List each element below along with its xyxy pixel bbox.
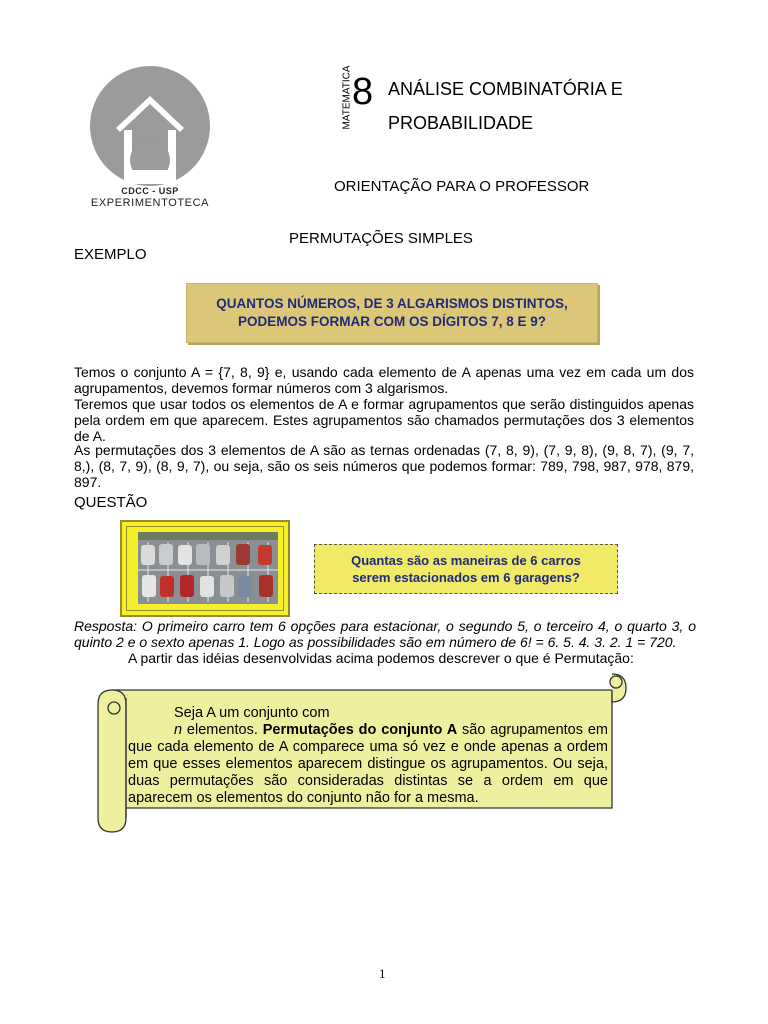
question-line1: Quantas são as maneiras de 6 carros [351,553,581,568]
question-line2: serem estacionados em 6 garagens? [352,570,580,585]
intro-definition-sentence: A partir das idéias desenvolvidas acima podemos descrever o que é Permutação: [128,650,634,666]
subject-vertical-label: MATEMATICA [341,65,353,130]
parking-lot-photo [138,532,278,604]
answer-paragraph: Resposta: O primeiro carro tem 6 opções para estacionar, o segundo 5, o terceiro 4, o quarto 3, o quinto 2 e o sexto apenas 1. Logo as possibilidades são em número de 6! = 6. 5. 4. 3. 2. 1 = 720. [74,618,696,650]
question-box [314,544,618,594]
paragraph-3: As permutações dos 3 elementos de A são as ternas ordenadas (7, 8, 9), (7, 9, 8), (9, 8, 7), (9, 7, 8,), (8, 7, 9), (8, 9, 7), ou seja, são os seis números que podemos formar: 789, 798, 987, 978, 879, 897. [74,442,694,490]
paragraph-2: Teremos que usar todos os elementos de A e formar agrupamentos que serão distinguidos apenas pela ordem em que aparecem. Estes agrupamentos são chamados permutações dos 3 elementos de A. [74,396,694,444]
definition-text [128,705,608,805]
example-question-line2: PODEMOS FORMAR COM OS DÍGITOS 7, 8 E 9? [237,314,547,329]
logo-caption-experimentoteca: EXPERIMENTOTECA [90,197,210,209]
example-question-box [186,283,598,343]
page-subtitle: ORIENTAÇÃO PARA O PROFESSOR [334,178,590,195]
example-question-line1: QUANTOS NÚMEROS, DE 3 ALGARISMOS DISTINTOS, [216,296,568,311]
chapter-number: 8 [352,71,374,113]
definition-bold-term: Permutações do conjunto A [262,722,458,738]
definition-line1: Seja A um conjunto com [174,705,330,721]
chapter-title-line2: PROBABILIDADE [388,113,534,133]
definition-rest: são agrupamentos em que cada elemento de A comparece uma só vez e onde apenas a ordem em que esses elementos aparecem distingue os agrupamentos. Ou seja, duas permutações são consideradas distintas se a ordem em que aparecem os elementos do conjunto não for a mesma. [128,722,608,805]
exemplo-label: EXEMPLO [74,246,147,263]
logo-caption-cdcc: CDCC - USP [121,186,179,196]
definition-n: n [174,722,183,738]
section-title: PERMUTAÇÕES SIMPLES [289,230,473,247]
chapter-title-line1: ANÁLISE COMBINATÓRIA E [388,79,623,99]
questao-label: QUESTÃO [74,494,148,511]
paragraph-1: Temos o conjunto A = {7, 8, 9} e, usando cada elemento de A apenas uma vez em cada um dos agrupamentos, devemos formar números com 3 algarismos. [74,364,694,396]
definition-body [128,722,608,805]
page-number: 1 [379,966,386,981]
definition-n-rest: elementos. [182,722,263,738]
